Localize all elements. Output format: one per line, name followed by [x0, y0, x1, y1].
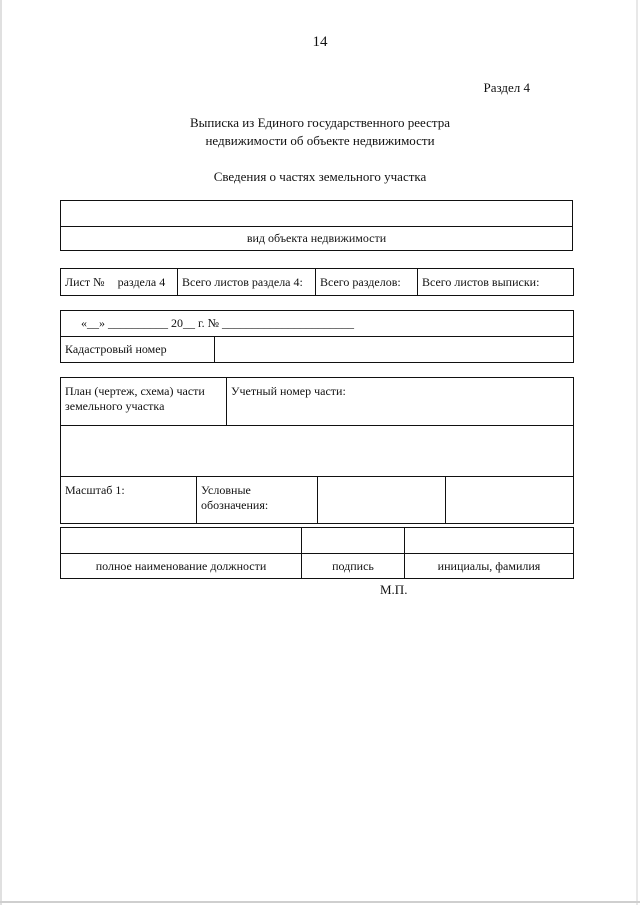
cadastral-number-label: Кадастровый номер	[61, 337, 215, 363]
date-number-line[interactable]: «__» __________ 20__ г. № ______________________	[61, 311, 574, 337]
plan-label: План (чертеж, схема) части земельного участка	[61, 378, 227, 426]
total-sheets-section-cell[interactable]: Всего листов раздела 4:	[178, 269, 316, 296]
sheet-section-label: раздела 4	[117, 274, 166, 289]
object-type-caption: вид объекта недвижимости	[61, 227, 573, 251]
sheet-number-label: Лист №	[65, 274, 105, 289]
page-edge	[0, 901, 640, 903]
signature-table	[60, 527, 574, 579]
stamp-label: М.П.	[380, 582, 408, 597]
total-sections-cell[interactable]: Всего разделов:	[316, 269, 418, 296]
title-line: недвижимости об объекте недвижимости	[205, 133, 435, 148]
section-label: Раздел 4	[483, 80, 530, 95]
legend-label: Условные обозначения:	[197, 477, 318, 524]
initials-field[interactable]	[405, 528, 574, 554]
page-number: 14	[312, 34, 328, 50]
position-caption: полное наименование должности	[61, 554, 302, 579]
account-number-label[interactable]: Учетный номер части:	[227, 378, 574, 426]
position-field[interactable]	[61, 528, 302, 554]
signature-caption: подпись	[302, 554, 405, 579]
signature-field[interactable]	[302, 528, 405, 554]
sheet-number-cell[interactable]	[61, 269, 178, 296]
document-subtitle: Сведения о частях земельного участка	[213, 169, 427, 184]
legend-cell[interactable]	[446, 477, 574, 524]
object-type-table	[60, 200, 573, 251]
date-cadastral-table	[60, 310, 574, 363]
plan-drawing-area[interactable]	[61, 426, 574, 477]
document-title	[120, 114, 520, 150]
sheet-info-table	[60, 268, 574, 296]
cadastral-number-field[interactable]	[215, 337, 574, 363]
plan-table	[60, 377, 574, 524]
initials-caption: инициалы, фамилия	[405, 554, 574, 579]
object-type-field[interactable]	[61, 201, 573, 227]
legend-cell[interactable]	[318, 477, 446, 524]
page-edge	[0, 0, 2, 905]
total-sheets-extract-cell[interactable]: Всего листов выписки:	[418, 269, 574, 296]
scale-label[interactable]: Масштаб 1:	[61, 477, 197, 524]
title-line: Выписка из Единого государственного реестра	[190, 115, 450, 130]
page-edge	[636, 0, 638, 905]
